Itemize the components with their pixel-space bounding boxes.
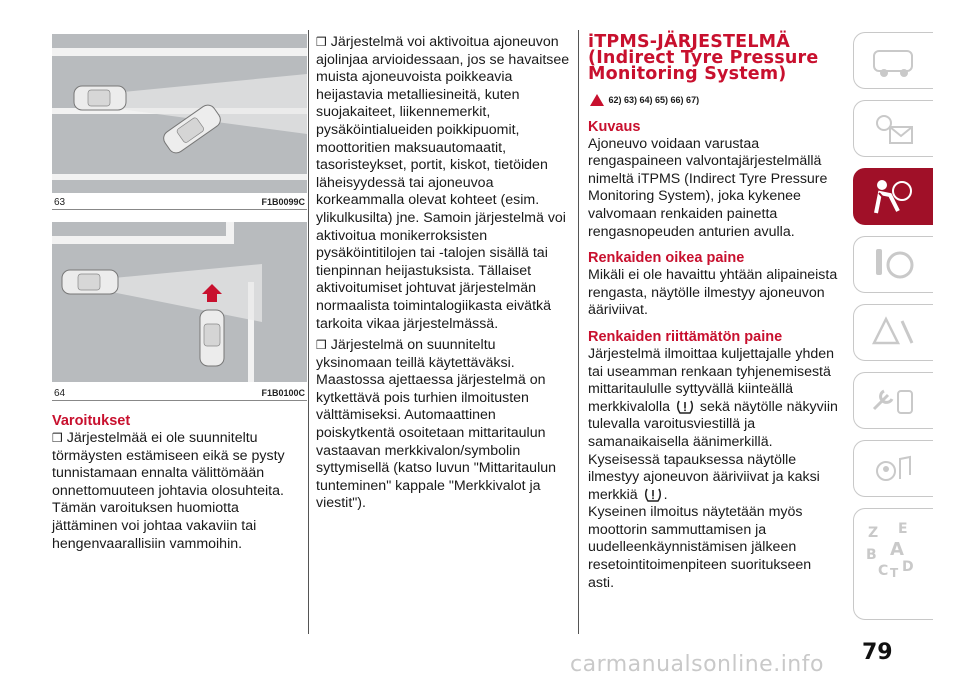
figure-64-image xyxy=(52,222,307,382)
column-1-text xyxy=(52,412,304,557)
paragraph xyxy=(316,34,570,333)
figure-number: 63 xyxy=(54,197,66,208)
index-letter: D xyxy=(902,559,914,575)
paragraph xyxy=(588,346,840,592)
tyre-pressure-icon xyxy=(644,487,662,502)
offroad-text: Järjestelmä on suunniteltu yksinomaan teillä käytettäväksi. Maastossa ajettaessa järjestelmä on kytkettävä pois turhien ilmoitusten välttämiseksi. Automaattinen poiskytkentä osoitetaan mittaritaulun vastaavan merkkivalon/symbolin syttymisellä (katso luvun "Mittaritaulun tunteminen" kappale "Merkkivalot ja viestit"). xyxy=(316,337,557,512)
tab-index[interactable] xyxy=(853,508,933,620)
column-divider xyxy=(308,30,309,634)
maintenance-icon xyxy=(868,381,920,421)
tab-warning-lights[interactable] xyxy=(853,100,933,157)
reference-numbers: 62) 63) 64) 65) 66) 67) xyxy=(608,95,700,105)
activation-text: Järjestelmä voi aktivoitua ajoneuvon ajolinjaa arvioidessaan, jos se havaitsee muista ajoneuvoista poikkeavia heijastavia metalliesineitä, kuten suojakaiteet, liikennemerkit, pysäköintialueiden poikkipuomit, moottoritien maksuautomaatit, tasoristeykset, portit, kiskot, tietöiden läheisyydessä tai ajoneuvoa korkeammalla olevat kohteet (esim. ylikulkusilta) jne. Samoin järjestelmä voi aktivoitua monikerroksisten pysäköintitilojen tai -talojen sisällä tai tienpinnan heijastuksista. Tällaiset aktivoitumiset johtuvat järjestelmän normaalista toimintalogiikasta eivätkä tarkoita vikaa järjestelmässä. xyxy=(316,34,570,332)
text-fragment: Järjestelmä ilmoittaa kuljettajalle yhden tai useamman renkaan tyhjenemisestä mittaritaululle syttyvällä kiinteällä merkkivalolla xyxy=(588,345,835,415)
subheading-riittamaton-paine: Renkaiden riittämätön paine xyxy=(588,328,783,345)
tab-key-steering[interactable] xyxy=(853,236,933,293)
tyre-pressure-icon xyxy=(676,399,694,414)
tab-multimedia[interactable] xyxy=(853,440,933,497)
paragraph: Mikäli ei ole havaittu yhtään alipaineista rengasta, näytölle ilmestyy ajoneuvon ääriviivat. xyxy=(588,267,838,319)
warning-triangle-icon xyxy=(590,94,604,106)
bullet-glyph: ❒ xyxy=(316,35,327,49)
index-letter: B xyxy=(866,547,877,563)
paragraph xyxy=(52,430,304,553)
bullet-glyph: ❒ xyxy=(316,338,327,353)
figure-63-image xyxy=(52,34,307,193)
subheading-oikea-paine: Renkaiden oikea paine xyxy=(588,250,745,267)
emergency-tools-icon xyxy=(868,313,920,353)
car-dashboard-icon xyxy=(868,41,920,81)
page-number: 79 xyxy=(862,640,893,665)
index-letter: Z xyxy=(868,525,879,541)
tab-car-dashboard[interactable] xyxy=(853,32,933,89)
warning-text: Järjestelmää ei ole suunniteltu törmäysten estämiseen eikä se pysty tunnistamaan ennalta välittömään onnettomuuteen johtavia olosuhteita. Tämän varoituksen huomiotta jättäminen voi johtaa vakaviin tai hengenvaarallisiin vammoihin. xyxy=(52,430,285,552)
tab-maintenance[interactable] xyxy=(853,372,933,429)
figure-number: 64 xyxy=(54,388,66,399)
index-letters-icon xyxy=(864,519,916,599)
section-heading-varoitukset: Varoitukset xyxy=(52,413,131,429)
text-fragment: Kyseinen ilmoitus näytetään myös moottorin sammuttamisen ja uudelleenkäynnistämisen jälkeen resetointitoimenpiteen suoritukseen asti. xyxy=(588,504,812,591)
watermark: carmanualsonline.info xyxy=(570,652,824,677)
tab-seatbelt-airbag[interactable] xyxy=(853,168,933,225)
multimedia-icon xyxy=(868,449,920,489)
bullet-glyph: ❒ xyxy=(52,431,63,445)
figure-63-caption xyxy=(52,195,307,210)
text-fragment: . xyxy=(663,486,668,503)
index-letter: T xyxy=(890,566,899,580)
paragraph xyxy=(316,337,570,513)
index-letter: A xyxy=(890,539,904,560)
section-title-itpms: iTPMS-JÄRJESTELMÄ (Indirect Tyre Pressure Monitoring System) xyxy=(588,32,819,84)
key-steering-icon xyxy=(868,245,920,285)
index-letter: C xyxy=(878,563,889,579)
figure-64-caption xyxy=(52,386,307,401)
figure-code: F1B0099C xyxy=(261,197,305,207)
column-2-text xyxy=(316,34,570,517)
warning-lights-icon xyxy=(868,109,920,149)
index-letter: E xyxy=(898,521,908,537)
reference-notes xyxy=(588,92,840,110)
text-fragment: sekä näytölle näkyviin tulevalla varoitusviestillä ja samanaikaisella äänimerkillä. Kyseisessä tapauksessa näytölle ilmestyy ajoneuvon ääriviivat ja kaksi merkkiä xyxy=(588,398,838,503)
figure-code: F1B0100C xyxy=(261,388,305,398)
seatbelt-airbag-icon xyxy=(868,177,920,217)
paragraph: Ajoneuvo voidaan varustaa rengaspaineen valvontajärjestelmällä nimeltä iTPMS (Indirect Tyre Pressure Monitoring System), joka kykenee valvomaan renkaiden painetta rengasnopeuden anturien avulla. xyxy=(588,135,828,240)
column-3-text xyxy=(588,34,840,596)
column-divider xyxy=(578,30,579,634)
tab-emergency[interactable] xyxy=(853,304,933,361)
subheading-kuvaus: Kuvaus xyxy=(588,118,641,135)
